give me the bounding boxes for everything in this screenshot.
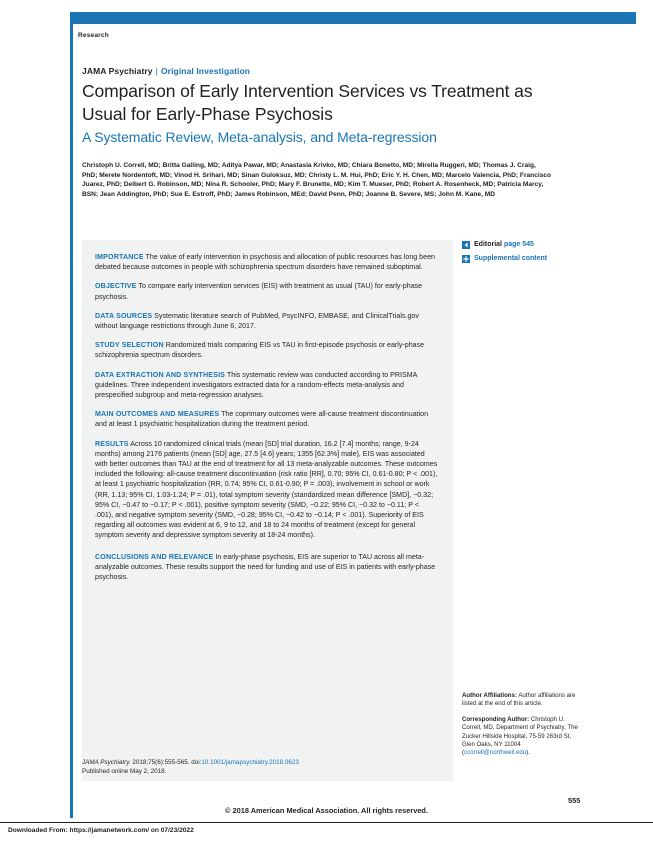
abstract-section-study-selection [95, 340, 439, 360]
plus-icon [462, 255, 470, 263]
section-label: CONCLUSIONS AND RELEVANCE [95, 552, 214, 561]
journal-separator: | [155, 66, 158, 76]
section-text: In early-phase psychosis, EIS are superior to TAU across all meta-analyzable outcomes. These results support the need for funding and use of EIS in patients with early-phase psychosis. [95, 552, 436, 582]
section-text: This systematic review was conducted according to PRISMA guidelines. Three independent investigators extracted data for a random-effects meta-analysis and prespecified subgroup and meta-regression analyses. [95, 370, 417, 400]
abstract-section-data-sources [95, 311, 439, 331]
abstract-content [95, 252, 439, 591]
corresponding-label: Corresponding Author: [462, 715, 530, 723]
left-blue-rule [70, 12, 73, 818]
section-label: DATA EXTRACTION AND SYNTHESIS [95, 370, 226, 379]
article-type[interactable]: Original Investigation [160, 66, 251, 76]
section-text: Systematic literature search of PubMed, PsycINFO, EMBASE, and ClinicalTrials.gov without language restrictions through June 6, 2017. [95, 311, 419, 331]
download-source-line: Downloaded From: https://jamanetwork.com/ on 07/23/2022 [8, 827, 194, 834]
corresponding-email[interactable]: ccorrell@northwell.edu [464, 749, 527, 757]
editorial-page[interactable]: page 545 [503, 241, 534, 248]
section-label: RESULTS [95, 439, 129, 448]
supplemental-content-link[interactable] [462, 254, 592, 263]
page-subtitle: A Systematic Review, Meta-analysis, and Meta-regression [82, 129, 437, 145]
abstract-section-main-outcomes [95, 409, 439, 429]
supplemental-link-text [474, 254, 547, 263]
footer-divider [0, 822, 653, 823]
section-label: DATA SOURCES [95, 311, 153, 320]
corresponding-text: Christoph U. Correll, MD, Department of Psychiatry, The Zucker Hillside Hospital, 75-59 263rd St, Glen Oaks, NY 11004 ( [462, 715, 578, 757]
citation-journal: JAMA Psychiatry. [82, 759, 131, 766]
journal-name: JAMA Psychiatry [82, 66, 153, 76]
section-text: Across 10 randomized clinical trials (mean [SD] trial duration, 16.2 [7.4] months; range, 9-24 months) among 2176 patients (mean [SD] age, 27.5 [4.6] years; 1355 [62.3%] male), EIS was associated with better outcomes than TAU at the end of treatment for all 13 meta-analyzable outcomes. These outcomes included the following: all-cause treatment discontinuation (risk ratio [RR], 0.70; 95% CI, 0.61-0.80; P < .001), at least 1 psychiatric hospitalization (RR, 0.74; 95% CI, 0.61-0.90; P = .003), involvement in school or work (RR, 1.13; 95% CI, 1.03-1.24; P = .01), total symptom severity (standardized mean difference [SMD], −0.32; 95% CI, −0.47 to −0.17; P < .001), positive symptom severity (SMD, −0.22; 95% CI, −0.32 to −0.11; P < .001), and negative symptom severity (SMD, −0.28; 95% CI, −0.42 to −0.14; P < .001). Superiority of EIS regarding all outcomes was evident at 6, 9 to 12, and 18 to 24 months of treatment (except for general symptom severity and depressive symptom severity at 18-24 months). [95, 439, 438, 540]
top-blue-bar [70, 12, 636, 24]
page-number: 555 [568, 796, 581, 805]
editorial-prefix: Editorial [474, 241, 503, 248]
editorial-link[interactable] [462, 240, 592, 249]
section-label: OBJECTIVE [95, 282, 137, 291]
page-title: Comparison of Early Intervention Services vs Treatment as Usual for Early-Phase Psychosis [82, 81, 533, 124]
supplemental-label[interactable]: Supplemental content [474, 255, 548, 262]
editorial-link-text [474, 240, 534, 249]
section-text: The value of early intervention in psychosis and allocation of public resources has long been debated because outcomes in people with schizophrenia spectrum disorders have remained suboptimal. [95, 253, 435, 272]
abstract-section-data-extraction [95, 370, 439, 401]
corresponding-suffix: ). [526, 749, 530, 757]
side-links [462, 240, 592, 268]
section-label: STUDY SELECTION [95, 341, 164, 350]
left-arrow-icon [462, 241, 470, 249]
author-affiliations-text: Author affiliations are listed at the end of this article. [462, 692, 576, 708]
citation-block [82, 758, 412, 776]
abstract-section-conclusions [95, 552, 439, 583]
copyright-notice: © 2018 American Medical Association. All rights reserved. [224, 806, 429, 815]
citation-published: Published online May 2, 2018. [82, 768, 167, 775]
author-affiliations-label: Author Affiliations: [462, 692, 517, 699]
citation-rest: 2018;75(6):555-565. doi: [130, 759, 202, 766]
section-text: To compare early intervention services (EIS) with treatment as usual (TAU) for early-phase psychosis. [95, 282, 423, 301]
author-affiliations [462, 692, 584, 709]
section-label: MAIN OUTCOMES AND MEASURES [95, 410, 220, 419]
section-text: Randomized trials comparing EIS vs TAU in first-episode psychosis or early-phase schizophrenia spectrum disorders. [95, 341, 425, 360]
research-label: Research [78, 32, 109, 39]
section-text: The coprimary outcomes were all-cause treatment discontinuation and at least 1 psychiatric hospitalization during the treatment period. [95, 410, 429, 429]
affiliations-block [462, 692, 584, 765]
abstract-section-objective [95, 281, 439, 301]
corresponding-author [462, 716, 584, 758]
citation-doi[interactable]: 10.1001/jamapsychiatry.2018.0623 [201, 759, 299, 766]
section-label: IMPORTANCE [95, 253, 144, 261]
author-list: Christoph U. Correll, MD; Britta Galling, MD; Aditya Pawar, MD; Anastasia Krivko, MD; Chiara Bonetto, MD; Mirella Ruggeri, MD; Thomas J. Craig, PhD; Merete Nordentoft, MD; Vinod H. Srihari, MD; Sinan Guloksuz, MD; Christy L. M. Hui, PhD; Eric Y. H. Chen, MD; Marcelo Valencia, PhD; Francisco Juarez, PhD; Delbert G. Robinson, MD; Nina R. Schooler, PhD; Mary F. Brunette, MD; Kim T. Mueser, PhD; Robert A. Rosenheck, MD; Patricia Marcy, BSN; Jean Addington, PhD; Sue E. Estroff, PhD; James Robinson, MEd; David Penn, PhD; Joanne B. Severe, MS; John M. Kane, MD [82, 162, 552, 198]
abstract-section-results [95, 439, 439, 541]
abstract-section-importance [95, 252, 439, 272]
journal-line [82, 66, 250, 76]
